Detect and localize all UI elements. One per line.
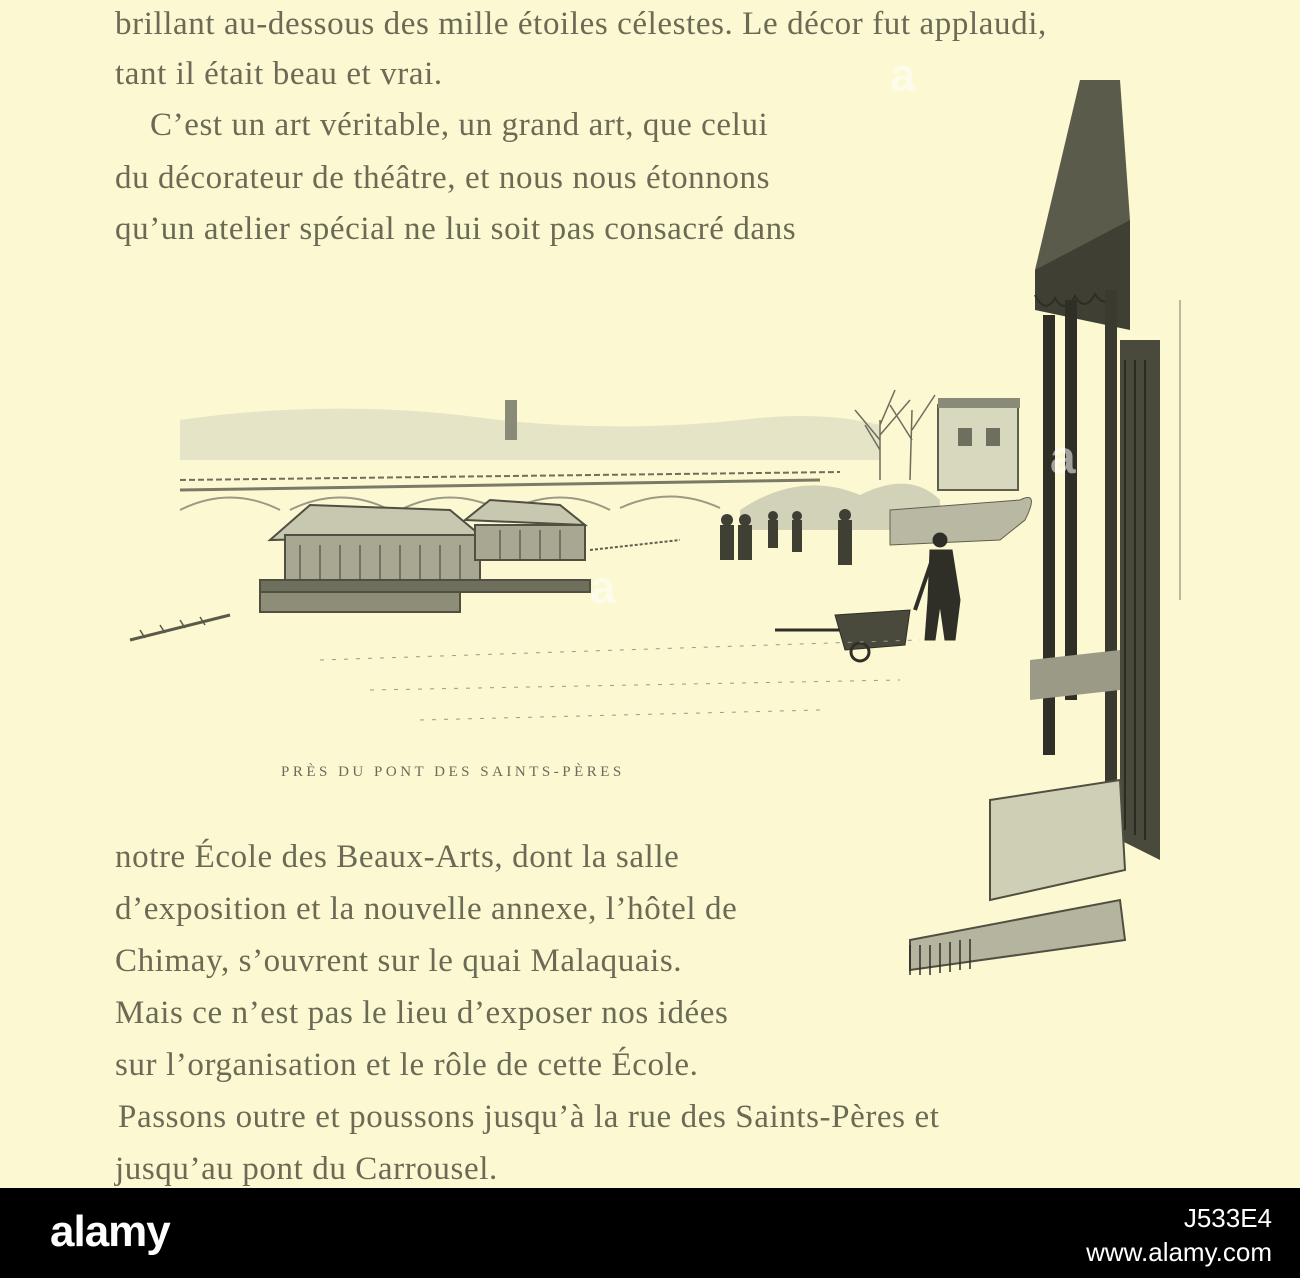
- illustration-caption: PRÈS DU PONT DES SAINTS-PÈRES: [281, 764, 625, 780]
- text-line-10: sur l’organisation et le rôle de cette École.: [115, 1047, 699, 1083]
- text-line-7: d’exposition et la nouvelle annexe, l’hôtel de: [115, 891, 738, 927]
- text-line-3: C’est un art véritable, un grand art, que celui: [150, 107, 769, 143]
- text-line-6: notre École des Beaux-Arts, dont la salle: [115, 839, 680, 875]
- text-line-8: Chimay, s’ouvrent sur le quai Malaquais.: [115, 943, 683, 979]
- watermark: a: [590, 561, 615, 613]
- watermark: a: [1050, 431, 1075, 483]
- text-line-1: brillant au-dessous des mille étoiles célestes. Le décor fut applaudi,: [115, 6, 1047, 42]
- image-id: J533E4: [1183, 1203, 1272, 1233]
- text-line-12: jusqu’au pont du Carrousel.: [115, 1151, 498, 1187]
- alamy-logo: alamy: [50, 1207, 170, 1256]
- watermark: a: [890, 49, 915, 101]
- text-line-9: Mais ce n’est pas le lieu d’exposer nos idées: [115, 995, 729, 1031]
- text-line-11: Passons outre et poussons jusqu’à la rue des Saints-Pères et: [118, 1099, 940, 1135]
- text-line-4: du décorateur de théâtre, et nous nous étonnons: [115, 160, 771, 196]
- site-url: www.alamy.com: [1086, 1237, 1272, 1267]
- text-line-2: tant il était beau et vrai.: [115, 56, 443, 92]
- text-line-5: qu’un atelier spécial ne lui soit pas consacré dans: [115, 211, 797, 247]
